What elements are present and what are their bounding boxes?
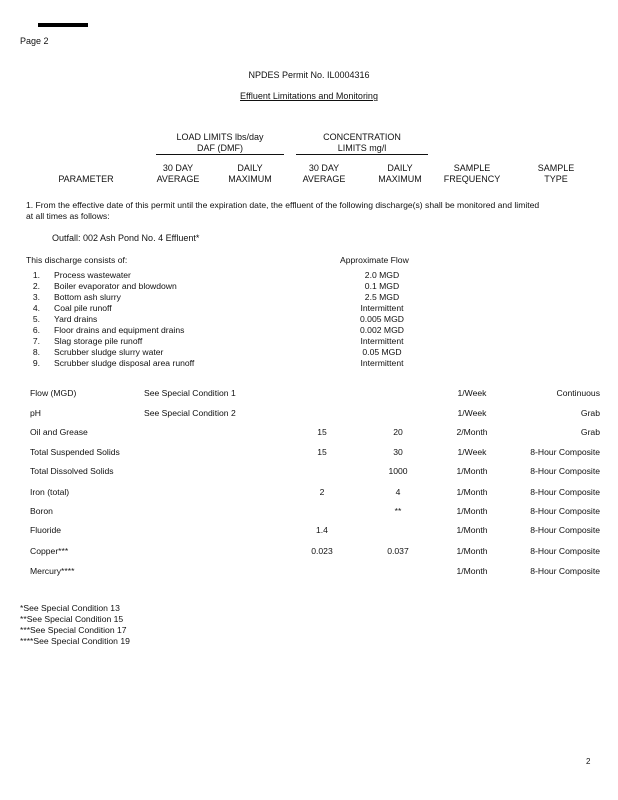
list-item: 3. Bottom ash slurry 2.5 MGD xyxy=(32,292,400,302)
page-number: 2 xyxy=(586,757,591,766)
list-item: 1. Process wastewater 2.0 MGD xyxy=(32,270,400,280)
table-row: Boron ** 1/Month 8-Hour Composite xyxy=(30,506,600,516)
redaction-bar xyxy=(38,23,88,27)
intro-text-line-1: 1. From the effective date of this permit until the expiration date, the effluent of the following discharge(s) shall be monitored and limited xyxy=(26,200,540,210)
col-conc-daily: DAILY MAXIMUM xyxy=(378,163,422,184)
table-row: Total Suspended Solids 15 30 1/Week 8-Hour Composite xyxy=(30,447,600,457)
outfall-label: Outfall: 002 Ash Pond No. 4 Effluent* xyxy=(52,233,200,243)
list-item: 2. Boiler evaporator and blowdown 0.1 MGD xyxy=(32,281,400,291)
col-load-30day: 30 DAY AVERAGE xyxy=(156,163,200,184)
list-item: 7. Slag storage pile runoff Intermittent xyxy=(32,336,404,346)
table-row: Fluoride 1.4 1/Month 8-Hour Composite xyxy=(30,525,600,535)
table-row: pH See Special Condition 2 1/Week Grab xyxy=(30,408,600,418)
table-row: Copper*** 0.023 0.037 1/Month 8-Hour Composite xyxy=(30,546,600,556)
table-row: Mercury**** 1/Month 8-Hour Composite xyxy=(30,566,600,576)
table-row: Flow (MGD) See Special Condition 1 1/Week Continuous xyxy=(30,388,600,398)
approximate-flow-header: Approximate Flow xyxy=(340,255,409,265)
page-label: Page 2 xyxy=(20,36,49,46)
table-row: Iron (total) 2 4 1/Month 8-Hour Composite xyxy=(30,487,600,497)
col-load-daily: DAILY MAXIMUM xyxy=(228,163,272,184)
col-conc-30day: 30 DAY AVERAGE xyxy=(302,163,346,184)
list-item: 9. Scrubber sludge disposal area runoff Intermittent xyxy=(32,358,404,368)
intro-text-line-2: at all times as follows: xyxy=(26,211,110,221)
section-title: Effluent Limitations and Monitoring xyxy=(240,91,378,101)
col-sample-type: SAMPLE TYPE xyxy=(537,163,575,184)
permit-number: NPDES Permit No. IL0004316 xyxy=(248,70,370,80)
col-sample-frequency: SAMPLE FREQUENCY xyxy=(443,163,501,184)
footnote: ****See Special Condition 19 xyxy=(20,636,130,646)
col-parameter: PARAMETER xyxy=(58,174,114,184)
list-item: 4. Coal pile runoff Intermittent xyxy=(32,303,404,313)
footnote: **See Special Condition 15 xyxy=(20,614,124,624)
table-row: Total Dissolved Solids 1000 1/Month 8-Hour Composite xyxy=(30,466,600,476)
list-item: 6. Floor drains and equipment drains 0.002 MGD xyxy=(32,325,404,335)
list-item: 5. Yard drains 0.005 MGD xyxy=(32,314,404,324)
load-limits-header: LOAD LIMITS lbs/day DAF (DMF) xyxy=(150,132,290,155)
footnote: *See Special Condition 13 xyxy=(20,603,120,613)
concentration-header: CONCENTRATION LIMITS mg/l xyxy=(290,132,434,155)
table-row: Oil and Grease 15 20 2/Month Grab xyxy=(30,427,600,437)
footnote: ***See Special Condition 17 xyxy=(20,625,127,635)
list-item: 8. Scrubber sludge slurry water 0.05 MGD xyxy=(32,347,402,357)
discharge-intro: This discharge consists of: xyxy=(26,255,128,265)
